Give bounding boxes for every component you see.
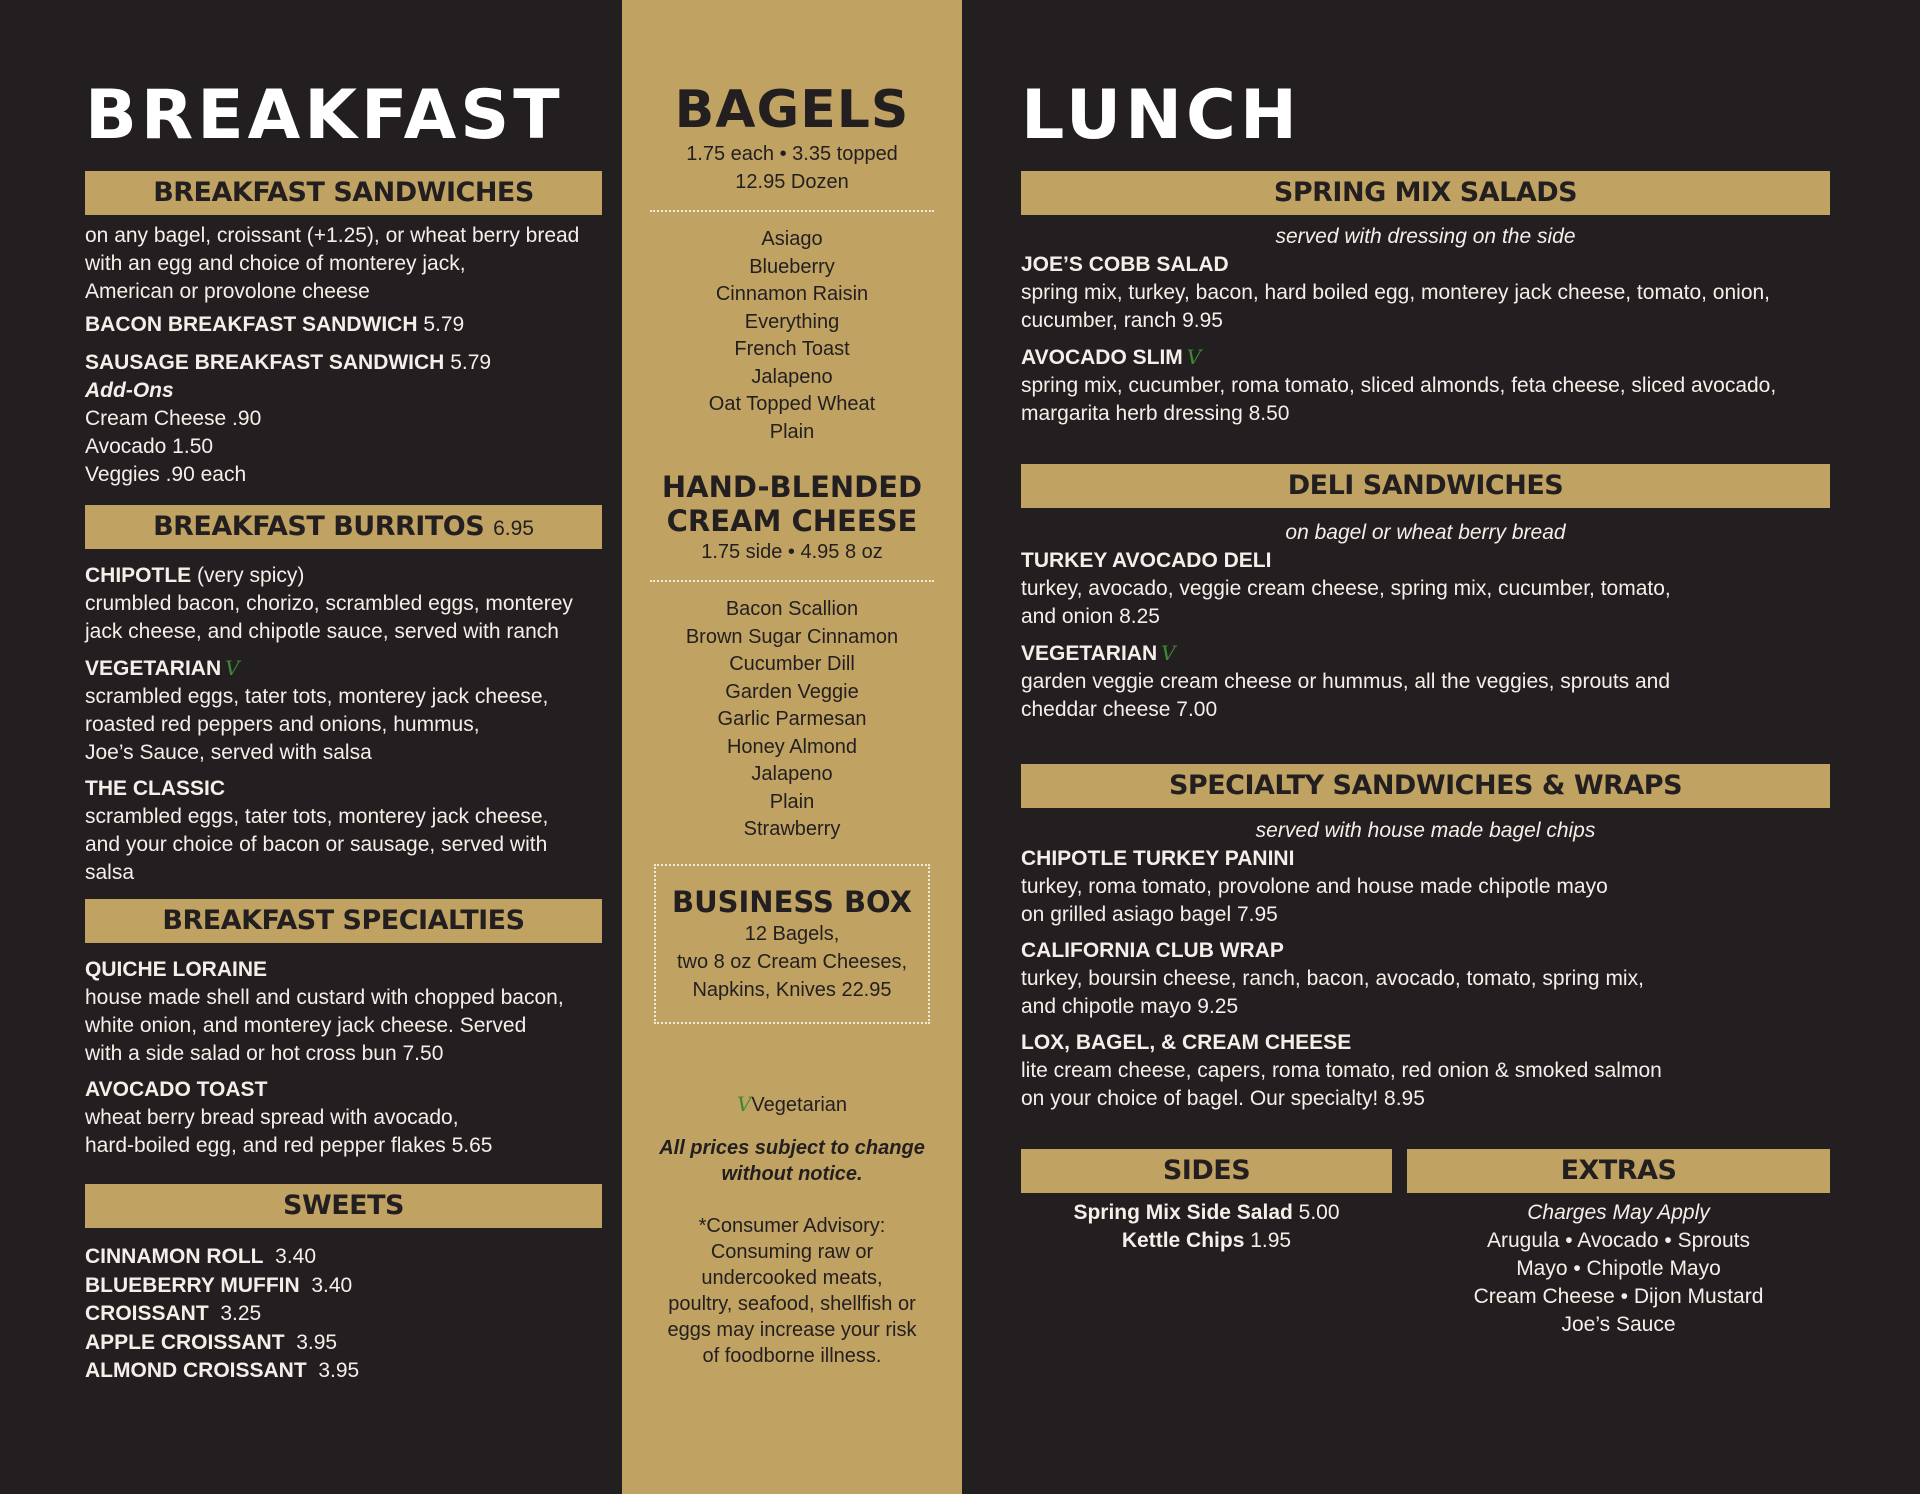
price-disclaimer — [650, 1135, 934, 1187]
item-price: 3.95 — [318, 1359, 360, 1382]
lunch-title: LUNCH — [1021, 76, 1301, 155]
item-line: margarita herb dressing 8.50 — [1021, 402, 1290, 425]
bagel-flavor: Asiago — [761, 228, 823, 250]
bagel-flavor: Blueberry — [749, 255, 835, 278]
item-name: BLUEBERRY MUFFIN — [85, 1273, 300, 1297]
item-price: 3.40 — [311, 1273, 353, 1297]
description-line: with an egg and choice of monterey jack, — [85, 252, 466, 275]
extras-line: Mayo • Chipotle Mayo — [1516, 1257, 1721, 1280]
bagels-title: BAGELS — [674, 80, 910, 140]
item-line: cucumber, ranch 9.95 — [1021, 309, 1223, 332]
menu-item — [85, 1076, 622, 1160]
deli-sandwiches-header: DELI SANDWICHES — [1021, 464, 1830, 508]
business-box-line: Napkins, Knives 22.95 — [692, 978, 892, 1001]
item-note: (very spicy) — [197, 564, 305, 587]
advisory-line: *Consumer Advisory: — [698, 1214, 886, 1237]
item-line: wheat berry bread spread with avocado, — [85, 1106, 459, 1129]
item-name: CINNAMON ROLL — [85, 1245, 264, 1268]
cream-cheese-flavor: Brown Sugar Cinnamon — [685, 625, 899, 648]
advisory-line: Consuming raw or — [710, 1240, 874, 1263]
item-line: with a side salad or hot cross bun 7.50 — [85, 1042, 444, 1065]
item-line: Joe’s Sauce, served with salsa — [85, 741, 372, 764]
bagel-flavor: French Toast — [734, 338, 850, 360]
bagel-flavor: Cinnamon Raisin — [715, 283, 869, 305]
extras-header: EXTRAS — [1407, 1149, 1830, 1193]
item-line: and chipotle mayo 9.25 — [1021, 995, 1239, 1018]
cream-cheese-price: 1.75 side • 4.95 8 oz — [701, 541, 883, 563]
spacer — [1392, 1149, 1407, 1339]
menu-item — [85, 562, 622, 646]
item-line: garden veggie cream cheese or hummus, all the veggies, sprouts and — [1021, 670, 1671, 693]
bagels-dozen-price: 12.95 Dozen — [735, 171, 849, 193]
item-line: turkey, avocado, veggie cream cheese, spring mix, cucumber, tomato, — [1021, 577, 1671, 600]
breakfast-sandwiches-header: BREAKFAST SANDWICHES — [85, 171, 602, 215]
sweets-header: SWEETS — [85, 1184, 602, 1228]
cream-cheese-flavor: Strawberry — [743, 818, 841, 840]
disclaimer-line: All prices subject to change — [659, 1136, 925, 1159]
addons-label: Add-Ons — [85, 379, 174, 402]
sweets-list — [85, 1243, 622, 1386]
item-price: 1.95 — [1250, 1229, 1292, 1252]
advisory-line: undercooked meats, — [701, 1266, 883, 1289]
item-line: and onion 8.25 — [1021, 605, 1160, 628]
business-box — [654, 864, 930, 1024]
item-price: 3.95 — [296, 1330, 338, 1354]
section-title: BREAKFAST BURRITOS — [153, 511, 485, 542]
vegetarian-icon: V — [1186, 345, 1202, 369]
menu-item — [85, 1272, 622, 1301]
extras-line: Cream Cheese • Dijon Mustard — [1473, 1285, 1764, 1308]
item-name: THE CLASSIC — [85, 777, 226, 800]
menu-item — [85, 1243, 622, 1272]
item-line: roasted red peppers and onions, hummus, — [85, 713, 480, 736]
item-name: LOX, BAGEL, & CREAM CHEESE — [1021, 1031, 1352, 1054]
item-line: house made shell and custard with chopped bacon, — [85, 986, 564, 1009]
item-line: jack cheese, and chipotle sauce, served with ranch — [85, 620, 559, 643]
extras-section — [1407, 1149, 1830, 1339]
item-line: lite cream cheese, capers, roma tomato, red onion & smoked salmon — [1021, 1059, 1662, 1082]
item-name: AVOCADO TOAST — [85, 1078, 268, 1101]
item-price: 5.79 — [450, 351, 492, 374]
advisory-line: poultry, seafood, shellfish or — [668, 1292, 916, 1315]
addon-item: Cream Cheese .90 — [85, 407, 262, 430]
lunch-column — [962, 0, 1920, 1494]
item-line: scrambled eggs, tater tots, monterey jack cheese, — [85, 805, 549, 828]
cream-cheese-flavor: Honey Almond — [726, 735, 858, 758]
item-price: 3.40 — [275, 1245, 317, 1268]
dotted-divider — [650, 580, 934, 582]
item-line: crumbled bacon, chorizo, scrambled eggs, monterey — [85, 592, 573, 615]
item-line: turkey, roma tomato, provolone and house made chipotle mayo — [1021, 875, 1608, 898]
bagels-price-line: 1.75 each • 3.35 topped — [686, 143, 898, 165]
addon-item: Veggies .90 each — [85, 463, 247, 486]
item-name: AVOCADO SLIM — [1021, 346, 1183, 369]
menu-item — [85, 349, 622, 377]
bagel-flavor: Jalapeno — [751, 365, 833, 388]
menu-item — [1021, 1029, 1920, 1113]
section-note: served with house made bagel chips — [1255, 819, 1596, 842]
item-line: on your choice of bagel. Our specialty! 8.95 — [1021, 1087, 1425, 1110]
item-name: BACON BREAKFAST SANDWICH — [85, 313, 418, 336]
cream-cheese-flavor: Cucumber Dill — [729, 653, 855, 675]
addon-item: Avocado 1.50 — [85, 435, 214, 458]
item-name: QUICHE LORAINE — [85, 958, 268, 981]
menu-item — [85, 311, 622, 339]
cream-cheese-flavor: Jalapeno — [751, 763, 833, 785]
section-note: served with dressing on the side — [1275, 225, 1576, 248]
menu-item — [1021, 1227, 1392, 1255]
vegetarian-label: Vegetarian — [751, 1093, 848, 1116]
item-name: CHIPOTLE — [85, 564, 192, 587]
item-name: CHIPOTLE TURKEY PANINI — [1021, 847, 1295, 870]
title-line: CREAM CHEESE — [666, 504, 918, 538]
item-name: Kettle Chips — [1121, 1229, 1245, 1252]
menu-item — [1021, 639, 1920, 724]
cream-cheese-title — [650, 470, 934, 538]
menu-item — [1021, 845, 1920, 929]
item-name: TURKEY AVOCADO DELI — [1021, 549, 1272, 572]
vegetarian-icon: V — [225, 656, 240, 680]
sides-header: SIDES — [1021, 1149, 1392, 1193]
advisory-line: of foodborne illness. — [702, 1344, 882, 1367]
item-name: APPLE CROISSANT — [85, 1330, 285, 1354]
item-line: on grilled asiago bagel 7.95 — [1021, 903, 1278, 926]
sides-section — [1021, 1149, 1392, 1339]
menu-item — [1021, 251, 1920, 335]
breakfast-title: BREAKFAST — [85, 76, 564, 155]
extras-note: Charges May Apply — [1527, 1201, 1710, 1224]
item-name: CALIFORNIA CLUB WRAP — [1021, 939, 1284, 962]
vegetarian-legend — [650, 1090, 934, 1119]
cream-cheese-flavor: Plain — [769, 790, 815, 813]
disclaimer-line: without notice. — [721, 1162, 863, 1185]
section-price: 6.95 — [493, 517, 534, 540]
item-line: turkey, boursin cheese, ranch, bacon, avocado, tomato, spring mix, — [1021, 967, 1644, 990]
breakfast-sandwiches-description — [85, 222, 622, 306]
section-note: on bagel or wheat berry bread — [1285, 521, 1566, 544]
menu-item — [85, 1357, 622, 1386]
item-line: and your choice of bacon or sausage, served with — [85, 833, 548, 856]
description-line: on any bagel, croissant (+1.25), or wheat berry bread — [85, 224, 580, 247]
item-name: CROISSANT — [85, 1302, 209, 1325]
business-box-line: two 8 oz Cream Cheeses, — [676, 950, 908, 973]
item-name: JOE’S COBB SALAD — [1021, 253, 1229, 276]
dotted-divider — [650, 210, 934, 212]
business-box-title: BUSINESS BOX — [671, 884, 913, 919]
vegetarian-icon: V — [1161, 641, 1176, 665]
item-price: 3.25 — [220, 1302, 262, 1325]
breakfast-specialties-header: BREAKFAST SPECIALTIES — [85, 899, 602, 943]
bagel-flavor: Everything — [744, 310, 840, 333]
extras-line: Joe’s Sauce — [1561, 1313, 1676, 1336]
item-price: 5.00 — [1298, 1201, 1340, 1224]
bagel-flavor-list — [650, 226, 934, 446]
business-box-line: 12 Bagels, — [744, 922, 840, 945]
specialty-sandwiches-header: SPECIALTY SANDWICHES & WRAPS — [1021, 764, 1830, 808]
menu-item — [85, 775, 622, 887]
item-name: VEGETARIAN — [1021, 642, 1158, 665]
bagel-flavor: Oat Topped Wheat — [708, 393, 876, 415]
cream-cheese-flavor-list — [650, 596, 934, 844]
menu-item — [85, 1329, 622, 1358]
item-name: SAUSAGE BREAKFAST SANDWICH — [85, 351, 445, 374]
item-name: ALMOND CROISSANT — [85, 1359, 307, 1382]
bagels-column — [622, 0, 962, 1494]
menu-item — [1021, 937, 1920, 1021]
item-line: white onion, and monterey jack cheese. Served — [85, 1014, 527, 1037]
item-line: scrambled eggs, tater tots, monterey jack cheese, — [85, 685, 549, 708]
cream-cheese-flavor: Garden Veggie — [725, 680, 859, 703]
menu-item — [1021, 1199, 1392, 1227]
spring-mix-salads-header: SPRING MIX SALADS — [1021, 171, 1830, 215]
menu-item — [1021, 343, 1920, 428]
title-line: HAND-BLENDED — [661, 470, 923, 504]
menu-item — [85, 1300, 622, 1329]
vegetarian-icon: V — [736, 1091, 752, 1116]
extras-line: Arugula • Avocado • Sprouts — [1487, 1229, 1750, 1252]
menu-item — [85, 654, 622, 767]
item-line: salsa — [85, 861, 135, 884]
cream-cheese-flavor: Bacon Scallion — [725, 598, 859, 620]
menu-item — [1021, 547, 1920, 631]
item-line: cheddar cheese 7.00 — [1021, 698, 1218, 721]
menu-item — [85, 956, 622, 1068]
item-name: Spring Mix Side Salad — [1073, 1201, 1293, 1224]
item-line: spring mix, cucumber, roma tomato, sliced almonds, feta cheese, sliced avocado, — [1021, 374, 1777, 397]
item-price: 5.79 — [423, 313, 465, 336]
cream-cheese-flavor: Garlic Parmesan — [717, 708, 867, 730]
item-line: hard-boiled egg, and red pepper flakes 5.65 — [85, 1134, 493, 1157]
bagel-flavor: Plain — [769, 420, 815, 443]
consumer-advisory — [650, 1213, 934, 1369]
breakfast-column — [0, 0, 622, 1494]
breakfast-burritos-header — [85, 505, 602, 549]
sides-extras-row — [1021, 1149, 1830, 1339]
description-line: American or provolone cheese — [85, 280, 370, 303]
item-name: VEGETARIAN — [85, 657, 222, 680]
item-line: spring mix, turkey, bacon, hard boiled egg, monterey jack cheese, tomato, onion, — [1021, 281, 1771, 304]
advisory-line: eggs may increase your risk — [667, 1318, 917, 1341]
